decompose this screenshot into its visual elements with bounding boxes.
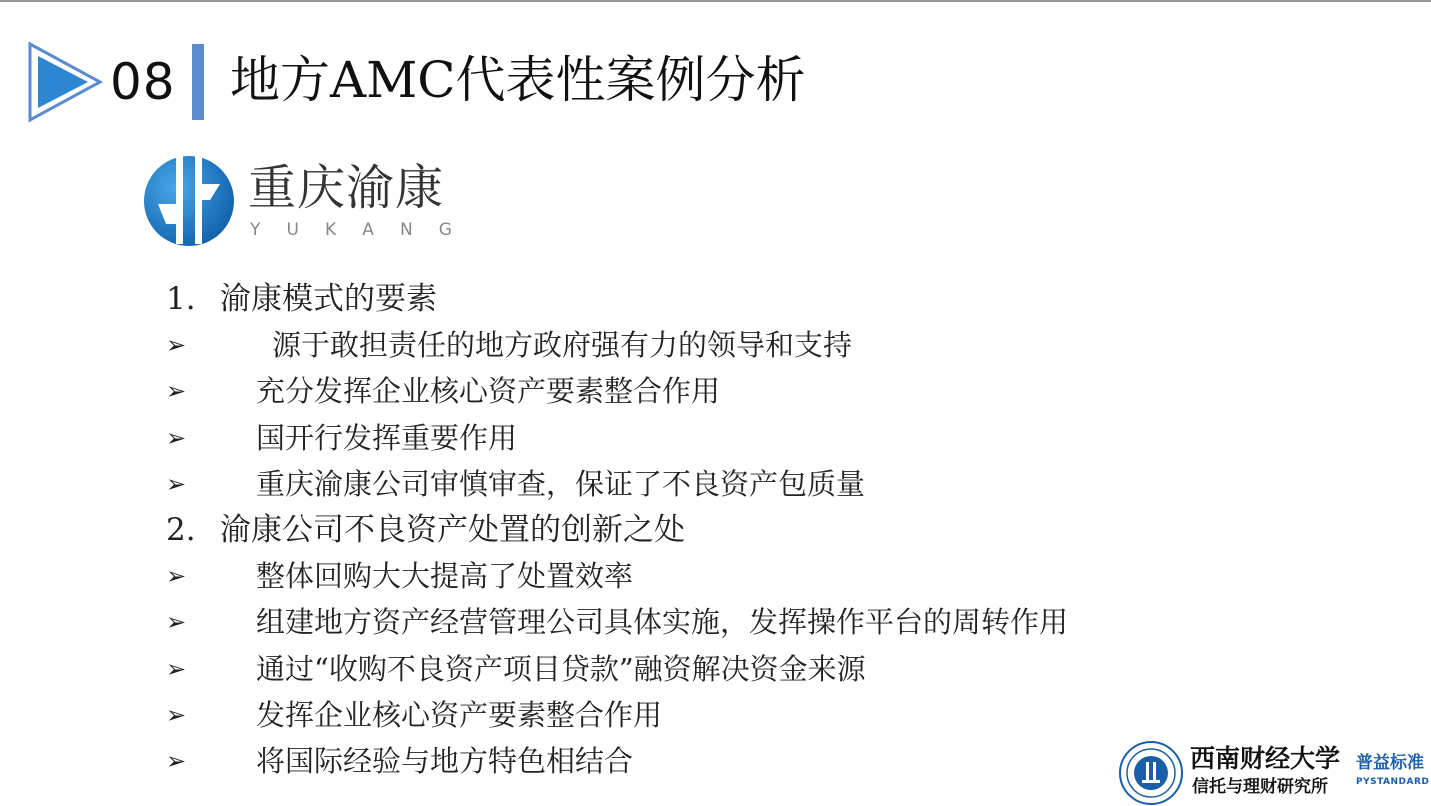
list-item-text: 发挥企业核心资产要素整合作用 [256, 697, 663, 732]
logo-letter: Y [250, 220, 261, 240]
top-divider [0, 0, 1431, 2]
list-item [166, 322, 1166, 368]
logo-name-en [250, 220, 452, 240]
university-seal-icon [1118, 740, 1184, 806]
logo-letter: G [438, 220, 452, 240]
logo-letter: K [325, 220, 337, 240]
section-heading-number: 2. [166, 511, 196, 548]
list-item [166, 368, 1166, 414]
section-heading [166, 276, 1166, 322]
section-heading-text: 渝康模式的要素 [220, 281, 437, 317]
list-item-text: 通过“收购不良资产项目贷款”融资解决资金来源 [256, 651, 866, 686]
list-item-text: 充分发挥企业核心资产要素整合作用 [256, 374, 721, 409]
list-item [166, 415, 1166, 461]
logo-letter: N [399, 220, 413, 240]
institute-name: 信托与理财研究所 [1192, 777, 1328, 797]
list-item [166, 461, 1166, 507]
arrowhead-bullet-icon: ➢ [166, 746, 187, 775]
section-heading-number: 1. [166, 281, 196, 317]
page-title: 地方AMC代表性案例分析 [230, 51, 806, 109]
logo-letter: A [362, 220, 374, 240]
play-icon [26, 40, 106, 124]
logo-name-cn: 重庆渝康 [248, 160, 445, 216]
section-heading-text: 渝康公司不良资产处置的创新之处 [220, 511, 685, 548]
arrowhead-bullet-icon: ➢ [166, 654, 187, 683]
arrowhead-bullet-icon: ➢ [166, 608, 187, 637]
yukang-logo-mark-icon [140, 154, 238, 248]
list-item-text: 整体回购大大提高了处置效率 [256, 559, 634, 594]
list-item [166, 553, 1166, 599]
arrowhead-bullet-icon: ➢ [166, 423, 187, 452]
brand-name-cn: 普益标准 [1356, 753, 1424, 773]
arrowhead-bullet-icon: ➢ [166, 562, 187, 591]
yukang-logo [140, 150, 460, 250]
section-heading [166, 507, 1166, 553]
list-item [166, 646, 1166, 692]
list-item-text: 重庆渝康公司审慎审查，保证了不良资产包质量 [256, 466, 866, 501]
brand-name-en: PYSTANDARD [1356, 777, 1430, 787]
footer-logo [1118, 740, 1431, 806]
list-item [166, 599, 1166, 645]
section-divider-bar [192, 44, 204, 120]
logo-letter: U [286, 220, 299, 240]
arrowhead-bullet-icon: ➢ [166, 469, 187, 498]
list-item-text: 源于敢担责任的地方政府强有力的领导和支持 [272, 328, 853, 363]
university-name: 西南财经大学 [1190, 744, 1341, 773]
list-item [166, 738, 1166, 784]
content-list [166, 276, 1166, 784]
arrowhead-bullet-icon: ➢ [166, 331, 187, 360]
list-item-text: 组建地方资产经营管理公司具体实施，发挥操作平台的周转作用 [256, 605, 1069, 640]
list-item [166, 692, 1166, 738]
list-item-text: 国开行发挥重要作用 [256, 420, 518, 455]
section-number: 08 [110, 53, 176, 111]
list-item-text: 将国际经验与地方特色相结合 [256, 743, 634, 778]
arrowhead-bullet-icon: ➢ [166, 700, 187, 729]
arrowhead-bullet-icon: ➢ [166, 377, 187, 406]
